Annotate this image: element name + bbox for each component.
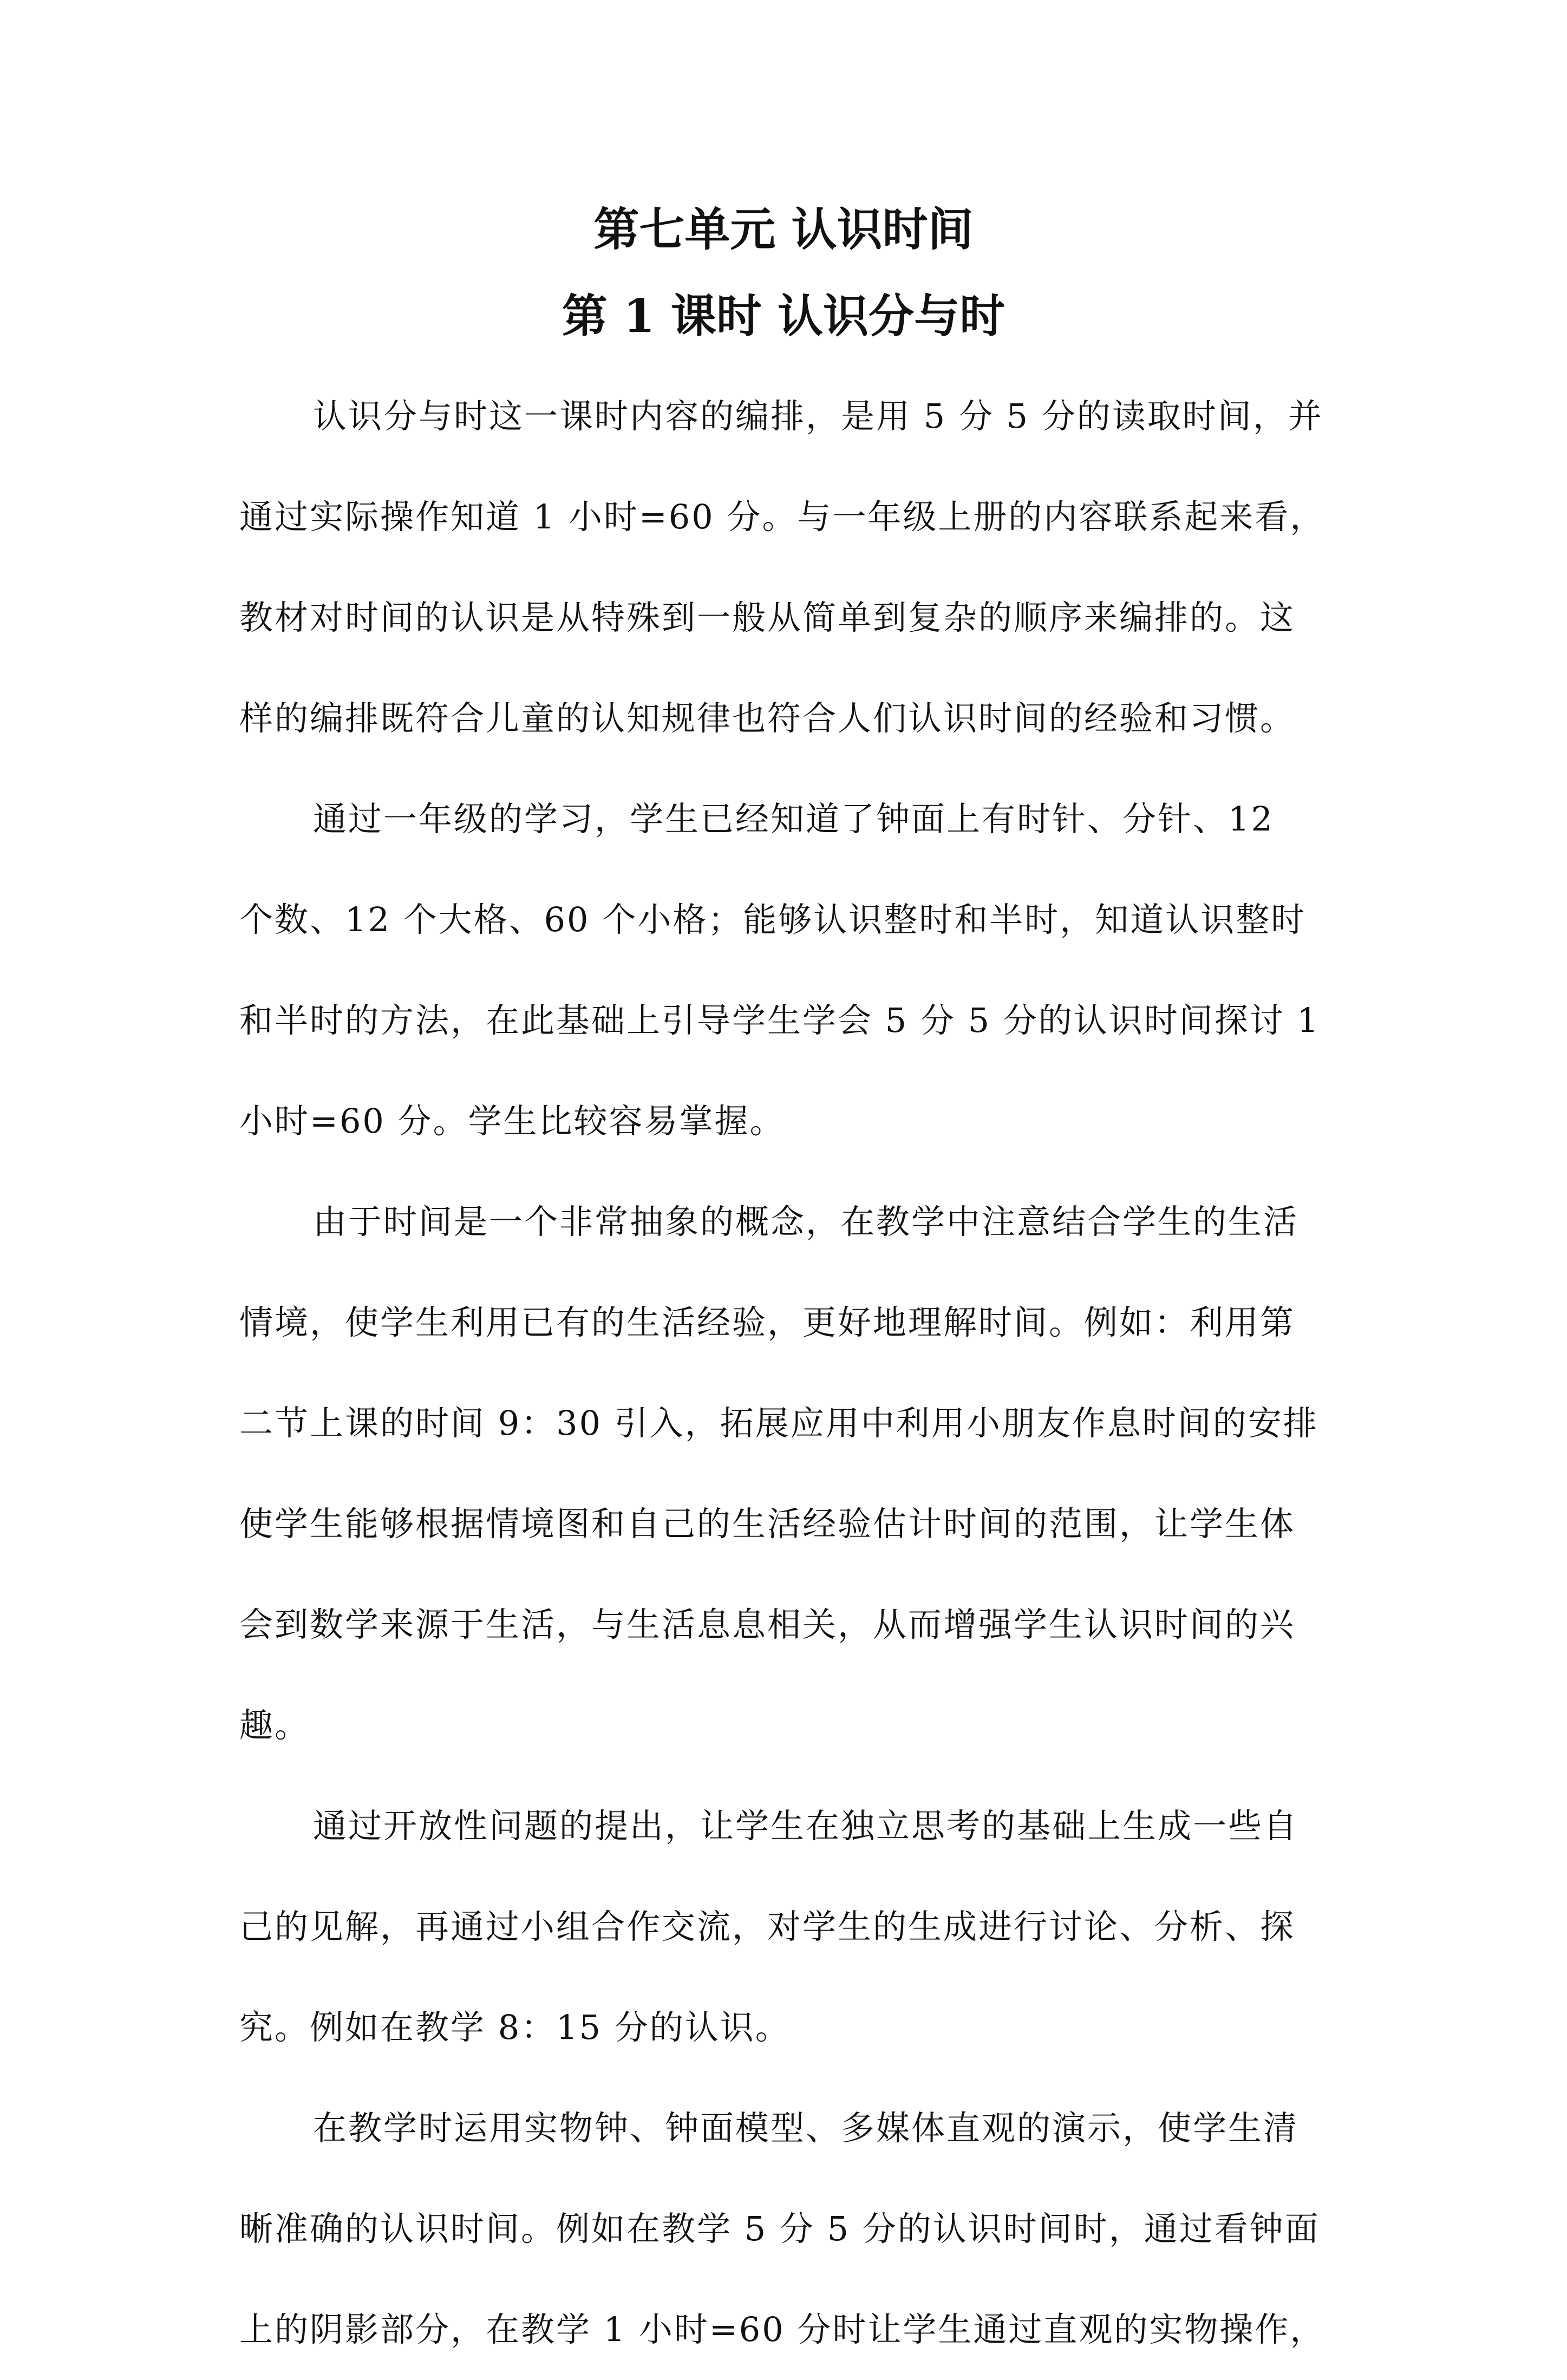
unit-title: 第七单元 认识时间 — [593, 202, 974, 256]
paragraph-line: 会到数学来源于生活，与生活息息相关，从而增强学生认识时间的兴 — [239, 1605, 1296, 1644]
paragraph-line: 使学生能够根据情境图和自己的生活经验估计时间的范围，让学生体 — [239, 1504, 1296, 1544]
paragraph-line: 个数、12 个大格、60 个小格；能够认识整时和半时，知道认识整时 — [239, 900, 1307, 939]
paragraph-line: 教材对时间的认识是从特殊到一般从简单到复杂的顺序来编排的。这 — [239, 598, 1296, 637]
paragraph-line: 认识分与时这一课时内容的编排，是用 5 分 5 分的读取时间，并 — [313, 396, 1323, 436]
paragraph-line: 究。例如在教学 8：15 分的认识。 — [239, 2008, 791, 2047]
lesson-title: 第 1 课时 认识分与时 — [561, 289, 1006, 343]
document-body — [239, 366, 1339, 2380]
paragraph-line: 趣。 — [239, 1705, 310, 1745]
paragraph-2 — [239, 769, 1339, 1172]
paragraph-line: 在教学时运用实物钟、钟面模型、多媒体直观的演示，使学生清 — [313, 2108, 1299, 2148]
paragraph-line: 和半时的方法，在此基础上引导学生学会 5 分 5 分的认识时间探讨 1 — [239, 1001, 1320, 1040]
paragraph-line: 由于时间是一个非常抽象的概念，在教学中注意结合学生的生活 — [313, 1202, 1299, 1241]
paragraph-5 — [239, 2078, 1339, 2380]
paragraph-line: 上的阴影部分，在教学 1 小时=60 分时让学生通过直观的实物操作， — [239, 2310, 1326, 2349]
paragraph-line: 通过一年级的学习，学生已经知道了钟面上有时针、分针、12 — [313, 799, 1274, 839]
paragraph-line: 情境，使学生利用已有的生活经验，更好地理解时间。例如：利用第 — [239, 1303, 1296, 1342]
paragraph-1 — [239, 366, 1339, 769]
paragraph-line: 小时=60 分。学生比较容易掌握。 — [239, 1101, 785, 1141]
paragraph-line: 通过实际操作知道 1 小时=60 分。与一年级上册的内容联系起来看， — [239, 497, 1326, 537]
paragraph-line: 晰准确的认识时间。例如在教学 5 分 5 分的认识时间时，通过看钟面 — [239, 2209, 1320, 2248]
paragraph-line: 样的编排既符合儿童的认知规律也符合人们认识时间的经验和习惯。 — [239, 698, 1296, 738]
paragraph-line: 己的见解，再通过小组合作交流，对学生的生成进行讨论、分析、探 — [239, 1907, 1296, 1946]
paragraph-line: 通过开放性问题的提出，让学生在独立思考的基础上生成一些自 — [313, 1806, 1299, 1846]
paragraph-4 — [239, 1776, 1339, 2078]
paragraph-line: 二节上课的时间 9：30 引入，拓展应用中利用小朋友作息时间的安排 — [239, 1403, 1318, 1443]
paragraph-3 — [239, 1172, 1339, 1776]
